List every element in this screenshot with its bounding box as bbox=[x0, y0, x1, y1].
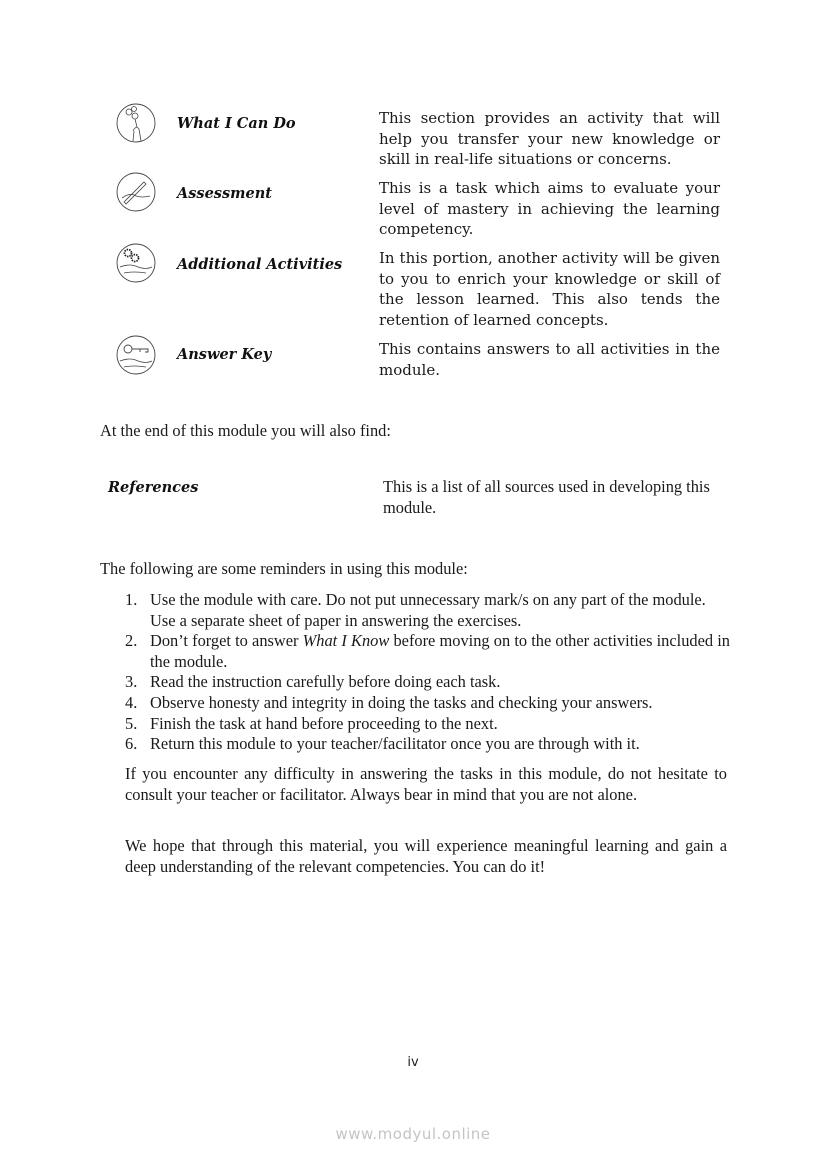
reminders-list bbox=[125, 590, 730, 755]
hand-flower-icon bbox=[116, 103, 156, 143]
section-desc-assessment: This is a task which aims to evaluate your level of mastery in achieving the learning competency. bbox=[379, 179, 720, 239]
reminders-intro: The following are some reminders in using this module: bbox=[100, 559, 468, 578]
section-label-assessment: Assessment bbox=[177, 185, 272, 202]
hand-key-icon bbox=[116, 335, 156, 375]
section-desc-what-i-can-do: This section provides an activity that will help you transfer your new knowledge or skill in real-life situations or concerns. bbox=[379, 109, 720, 169]
references-desc: This is a list of all sources used in developing this module. bbox=[383, 477, 710, 517]
reminder-item: 1. Use the module with care. Do not put unnecessary mark/s on any part of the module. Use a separate sheet of paper in answering the exercises. bbox=[125, 590, 706, 630]
section-label-additional-activities: Additional Activities bbox=[177, 256, 343, 273]
hand-gears-icon bbox=[116, 243, 156, 283]
watermark: www.modyul.online bbox=[335, 1125, 491, 1143]
page-number: iv bbox=[407, 1055, 419, 1070]
reminder-item: 2. Don’t forget to answer What I Know before moving on to the other activities included in the module. bbox=[125, 631, 730, 671]
reminder-item: 4. Observe honesty and integrity in doing the tasks and checking your answers. bbox=[125, 692, 653, 712]
reminder-item: 3. Read the instruction carefully before doing each task. bbox=[125, 672, 501, 692]
references-label: References bbox=[108, 479, 199, 496]
reminder-item: 5. Finish the task at hand before proceeding to the next. bbox=[125, 713, 498, 733]
reminder-item: 6. Return this module to your teacher/facilitator once you are through with it. bbox=[125, 734, 640, 754]
section-label-answer-key: Answer Key bbox=[177, 346, 272, 363]
what-i-know-emphasis: What I Know bbox=[302, 631, 390, 651]
closing-paragraph-difficulty: If you encounter any difficulty in answering the tasks in this module, do not hesitate to consult your teacher or facilitator. Always bear in mind that you are not alone. bbox=[125, 764, 727, 804]
section-desc-additional-activities: In this portion, another activity will be given to you to enrich your knowledge or skill of the lesson learned. This also tends the retention of learned concepts. bbox=[379, 249, 720, 329]
section-desc-answer-key: This contains answers to all activities in the module. bbox=[379, 340, 720, 379]
hand-pen-icon bbox=[116, 172, 156, 212]
section-label-what-i-can-do: What I Can Do bbox=[177, 115, 296, 132]
end-intro-text: At the end of this module you will also find: bbox=[100, 421, 391, 440]
closing-paragraph-hope: We hope that through this material, you will experience meaningful learning and gain a deep understanding of the relevant competencies. You can do it! bbox=[125, 836, 727, 876]
